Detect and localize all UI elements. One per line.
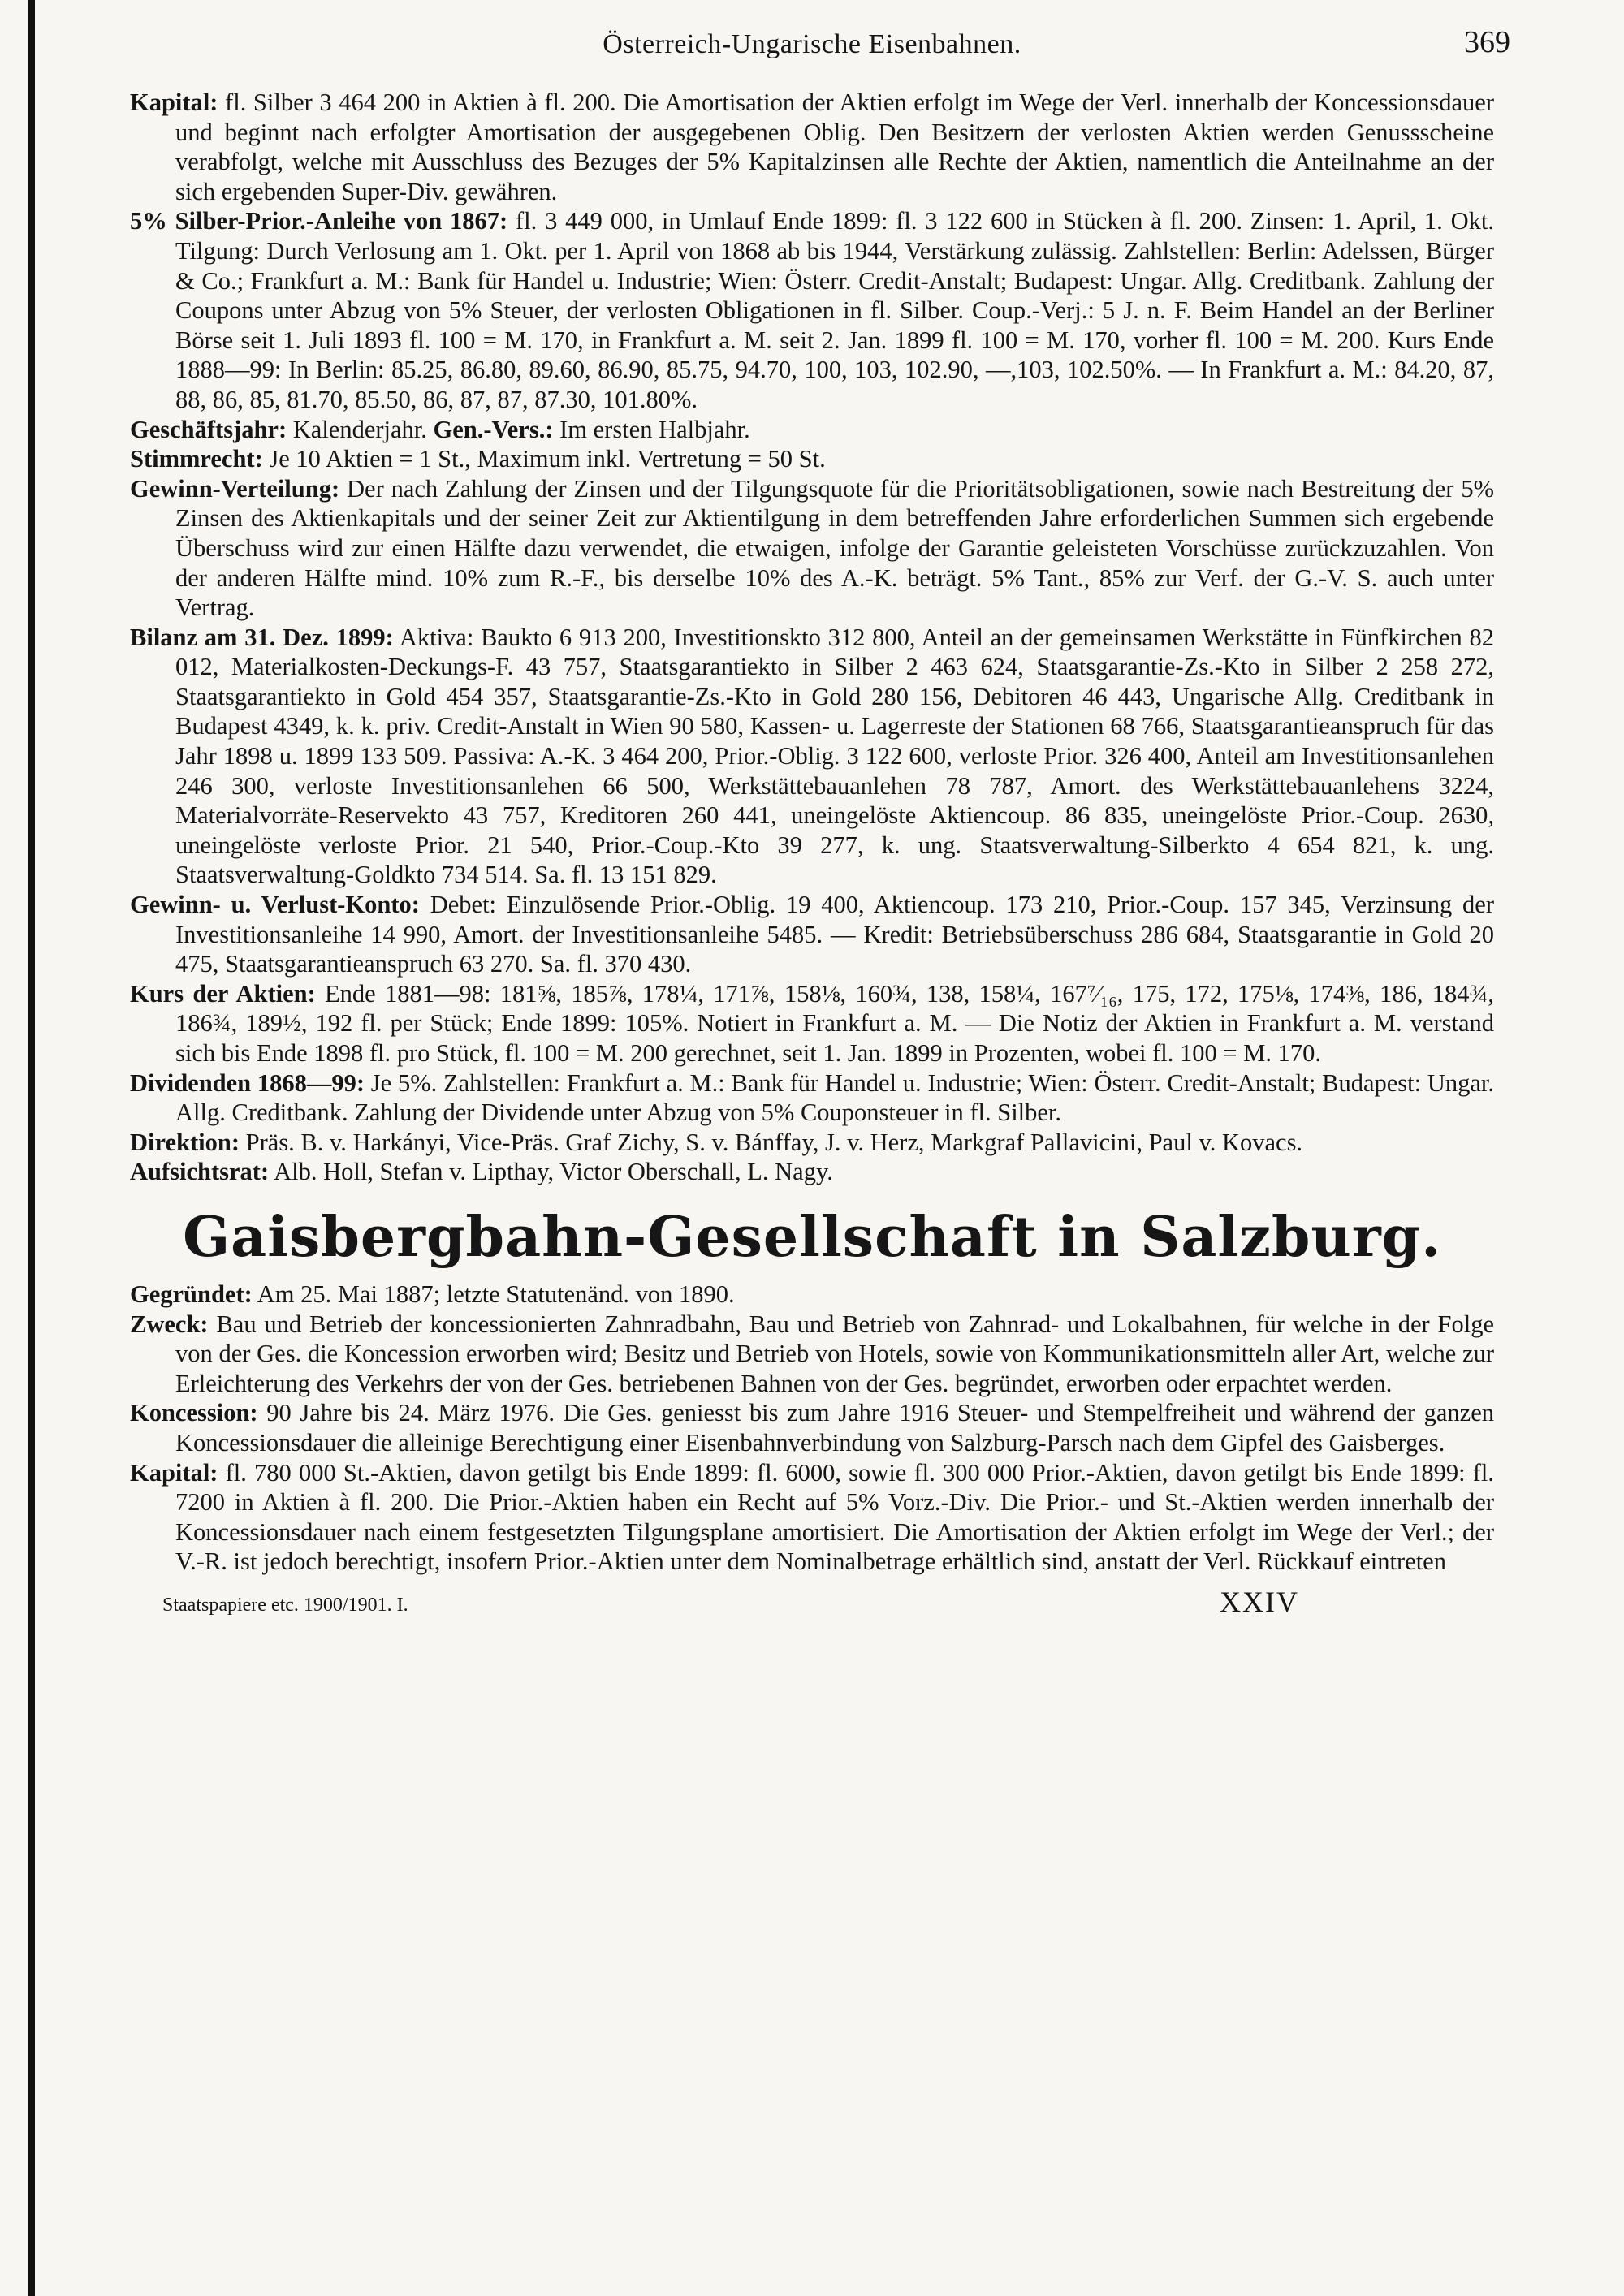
entry-kapital-gaisberg (130, 1458, 1494, 1577)
section-gaisbergbahn (130, 1280, 1494, 1577)
entry-text: Bau und Betrieb der koncessionierten Zahnradbahn, Bau und Betrieb von Zahnrad- und Lokalbahnen, für welche in der Folge von der Ges. die Koncession erworben wird; Besitz und Betrieb von Hotels, sowie von Kommunikationsmitteln aller Art, welche zur Erleichterung des Verkehrs der von der Ges. betriebenen Bahnen von der Ges. begründet, erworben oder erpachtet werden. (175, 1310, 1494, 1397)
entry-bilanz (130, 623, 1494, 890)
entry-label: Kapital: (130, 1458, 218, 1487)
entry-text: fl. 3 449 000, in Umlauf Ende 1899: fl. 3 122 600 in Stücken à fl. 200. Zinsen: 1. April, 1. Okt. Tilgung: Durch Verlosung am 1. Okt. per 1. April von 1868 ab bis 1944, Verstärkung zulässig. Zahlstellen: Berlin: Adelssen, Bürger & Co.; Frankfurt a. M.: Bank für Handel u. Industrie; Wien: Österr. Credit-Anstalt; Budapest: Ungar. Allg. Creditbank. Zahlung der Coupons unter Abzug von 5% Steuer, der verlosten Obligationen in fl. Silber. Coup.-Verj.: 5 J. n. F. Beim Handel an der Berliner Börse seit 1. Juli 1893 fl. 100 = M. 170, in Frankfurt a. M. seit 2. Jan. 1899 fl. 100 = M. 170, vorher fl. 100 = M. 200. Kurs Ende 1888—99: In Berlin: 85.25, 86.80, 89.60, 86.90, 85.75, 94.70, 100, 103, 102.90, —,103, 102.50%. — In Frankfurt a. M.: 84.20, 87, 88, 86, 85, 81.70, 85.50, 86, 87, 87, 87.30, 101.80%. (175, 207, 1494, 413)
entry-aufsichtsrat (130, 1157, 1494, 1187)
entry-label: Direktion: (130, 1128, 240, 1156)
entry-zweck (130, 1310, 1494, 1399)
entry-text: Alb. Holl, Stefan v. Lipthay, Victor Oberschall, L. Nagy. (269, 1158, 833, 1186)
entry-label: 5% Silber-Prior.-Anleihe von 1867: (130, 207, 508, 235)
page-footer (130, 1585, 1494, 1625)
entry-label: Aufsichtsrat: (130, 1158, 270, 1186)
entry-text: 90 Jahre bis 24. März 1976. Die Ges. geniesst bis zum Jahre 1916 Steuer- und Stempelfreiheit und während der ganzen Koncessionsdauer die alleinige Berechtigung einer Eisenbahnverbindung von Salzburg-Parsch nach dem Gipfel des Gaisberges. (175, 1399, 1494, 1457)
entry-gewinn-verlust-konto (130, 890, 1494, 979)
entry-label: Kapital: (130, 88, 218, 116)
entry-koncession (130, 1398, 1494, 1457)
entry-direktion (130, 1128, 1494, 1158)
section-title: Gaisbergbahn-Gesellschaft in Salzburg. (183, 1204, 1441, 1270)
entry-stimmrecht (130, 444, 1494, 474)
running-title: Österreich-Ungarische Eisenbahnen. (603, 29, 1021, 59)
entry-label: Koncession: (130, 1399, 258, 1427)
entry-label: Zweck: (130, 1310, 209, 1338)
footer-signature-line: Staatspapiere etc. 1900/1901. I. (162, 1594, 408, 1616)
page (130, 24, 1510, 1625)
entry-label: Bilanz am 31. Dez. 1899: (130, 623, 394, 651)
footer-sheet-number: XXIV (1220, 1585, 1299, 1618)
entry-text: Am 25. Mai 1887; letzte Statutenänd. von 1890. (252, 1280, 735, 1308)
entry-text: fl. Silber 3 464 200 in Aktien à fl. 200. Die Amortisation der Aktien erfolgt im Wege der Verl. innerhalb der Koncessionsdauer und beginnt nach erfolgter Amortisation der ausgegebenen Oblig. Den Besitzern der verlosten Aktien werden Genussscheine verabfolgt, welche mit Ausschluss des Bezuges der 5% Kapitalzinsen alle Rechte der Aktien, namentlich die Anteilnahme an der sich ergebenden Super-Div. gewähren. (175, 88, 1494, 205)
entry-text: Kalenderjahr. (287, 415, 434, 443)
entry-gegruendet (130, 1280, 1494, 1310)
entry-geschaeftsjahr (130, 415, 1494, 445)
entry-text: Debet: Einzulösende Prior.-Oblig. 19 400, Aktiencoup. 173 210, Prior.-Coup. 157 345, Verzinsung der Investitionsanleihe 14 990, Amort. der Investitionsanleihe 5485. — Kredit: Betriebsüberschuss 286 684, Staatsgarantie in Gold 20 475, Staatsgarantieanspruch 63 270. Sa. fl. 370 430. (175, 891, 1494, 978)
entry-dividenden (130, 1068, 1494, 1128)
entry-text: Ende 1881—98: 181⅝, 185⅞, 178¼, 171⅞, 158⅛, 160¾, 138, 158¼, 167⁷⁄₁₆, 175, 172, 175⅛, 174⅜, 186, 184¾, 186¾, 189½, 192 fl. per Stück; Ende 1899: 105%. Notiert in Frankfurt a. M. — Die Notiz der Aktien in Frankfurt a. M. verstand sich bis Ende 1898 fl. pro Stück, fl. 100 = M. 200 gerechnet, seit 1. Jan. 1899 in Prozenten, wobei fl. 100 = M. 170. (175, 979, 1494, 1067)
entry-text: Aktiva: Baukto 6 913 200, Investitionskto 312 800, Anteil an der gemeinsamen Werkstätte in Fünfkirchen 82 012, Materialkosten-Deckungs-F. 43 757, Staatsgarantiekto in Silber 2 463 624, Staatsgarantie-Zs.-Kto in Silber 2 258 272, Staatsgarantiekto in Gold 454 357, Staatsgarantie-Zs.-Kto in Gold 280 156, Debitoren 46 443, Ungarische Allg. Creditbank in Budapest 4349, k. k. priv. Credit-Anstalt in Wien 90 580, Kassen- u. Lagerreste der Stationen 68 766, Staatsgarantieanspruch für das Jahr 1898 u. 1899 133 509. Passiva: A.-K. 3 464 200, Prior.-Oblig. 3 122 600, verloste Prior. 326 400, Anteil am Investitionsanlehen 246 300, verloste Investitionsanlehen 66 500, Werkstättebauanlehen 78 787, Amort. des Werkstättebauanlehens 3224, Materialvorräte-Reservekto 43 757, Kreditoren 260 441, uneingelöste Aktiencoup. 86 835, uneingelöste Prior.-Coup. 2630, uneingelöste verloste Prior. 21 540, Prior.-Coup.-Kto 39 277, k. ung. Staatsverwaltung-Silberkto 4 654 821, k. ung. Staatsverwaltung-Goldkto 734 514. Sa. fl. 13 151 829. (175, 623, 1494, 889)
section-austro-hungarian-railway (130, 88, 1494, 1187)
page-edge-rule (28, 0, 35, 2296)
entry-silber-prior-anleihe (130, 206, 1494, 414)
page-number: 369 (1464, 25, 1510, 59)
entry-kurs-der-aktien (130, 979, 1494, 1068)
entry-label-gen-vers: Gen.-Vers.: (433, 415, 554, 443)
entry-text-gen-vers: Im ersten Halbjahr. (553, 415, 750, 443)
entry-label: Gewinn- u. Verlust-Konto: (130, 891, 420, 919)
entry-text: Präs. B. v. Harkányi, Vice-Präs. Graf Zichy, S. v. Bánffay, J. v. Herz, Markgraf Pallavicini, Paul v. Kovacs. (240, 1128, 1303, 1156)
entry-text: Der nach Zahlung der Zinsen und der Tilgungsquote für die Prioritätsobligationen, sowie nach Bestreitung der 5% Zinsen des Aktienkapitals und der seiner Zeit zur Aktientilgung in dem betreffenden Jahre erforderlichen Summen sich ergebende Überschuss wird zur einen Hälfte dazu verwendet, die etwaigen, infolge der Garantie geleisteten Vorschüsse zurückzuzahlen. Von der anderen Hälfte mind. 10% zum R.-F., bis derselbe 10% des A.-K. beträgt. 5% Tant., 85% zur Verf. der G.-V. S. auch unter Vertrag. (175, 474, 1494, 622)
entry-label: Stimmrecht: (130, 445, 263, 473)
entry-label: Gewinn-Verteilung: (130, 474, 340, 503)
entry-label: Gegründet: (130, 1280, 253, 1308)
entry-label: Geschäftsjahr: (130, 415, 287, 443)
entry-text: Je 10 Aktien = 1 St., Maximum inkl. Vertretung = 50 St. (262, 445, 826, 473)
entry-label: Kurs der Aktien: (130, 979, 316, 1008)
page-header (130, 24, 1510, 73)
entry-text: Je 5%. Zahlstellen: Frankfurt a. M.: Bank für Handel u. Industrie; Wien: Österr. Credit-Anstalt; Budapest: Ungar. Allg. Creditbank. Zahlung der Dividende unter Abzug von 5% Couponsteuer in fl. Silber. (175, 1068, 1495, 1127)
entry-label: Dividenden 1868—99: (130, 1068, 365, 1097)
entry-gewinn-verteilung (130, 474, 1494, 623)
entry-text: fl. 780 000 St.-Aktien, davon getilgt bis Ende 1899: fl. 6000, sowie fl. 300 000 Prior.-Aktien, davon getilgt bis Ende 1899: fl. 7200 in Aktien à fl. 200. Die Prior.-Aktien haben ein Recht auf 5% Vorz.-Div. Die Prior.- und St.-Aktien werden innerhalb der Koncessionsdauer nach einem festgesetzten Tilgungsplane amortisiert. Die Amortisation der Aktien erfolgt im Wege der Verl.; der V.-R. ist jedoch berechtigt, insofern Prior.-Aktien unter dem Nominalbetrage erhältlich sind, anstatt der Verl. Rückkauf eintreten (175, 1458, 1494, 1576)
entry-kapital (130, 88, 1494, 206)
